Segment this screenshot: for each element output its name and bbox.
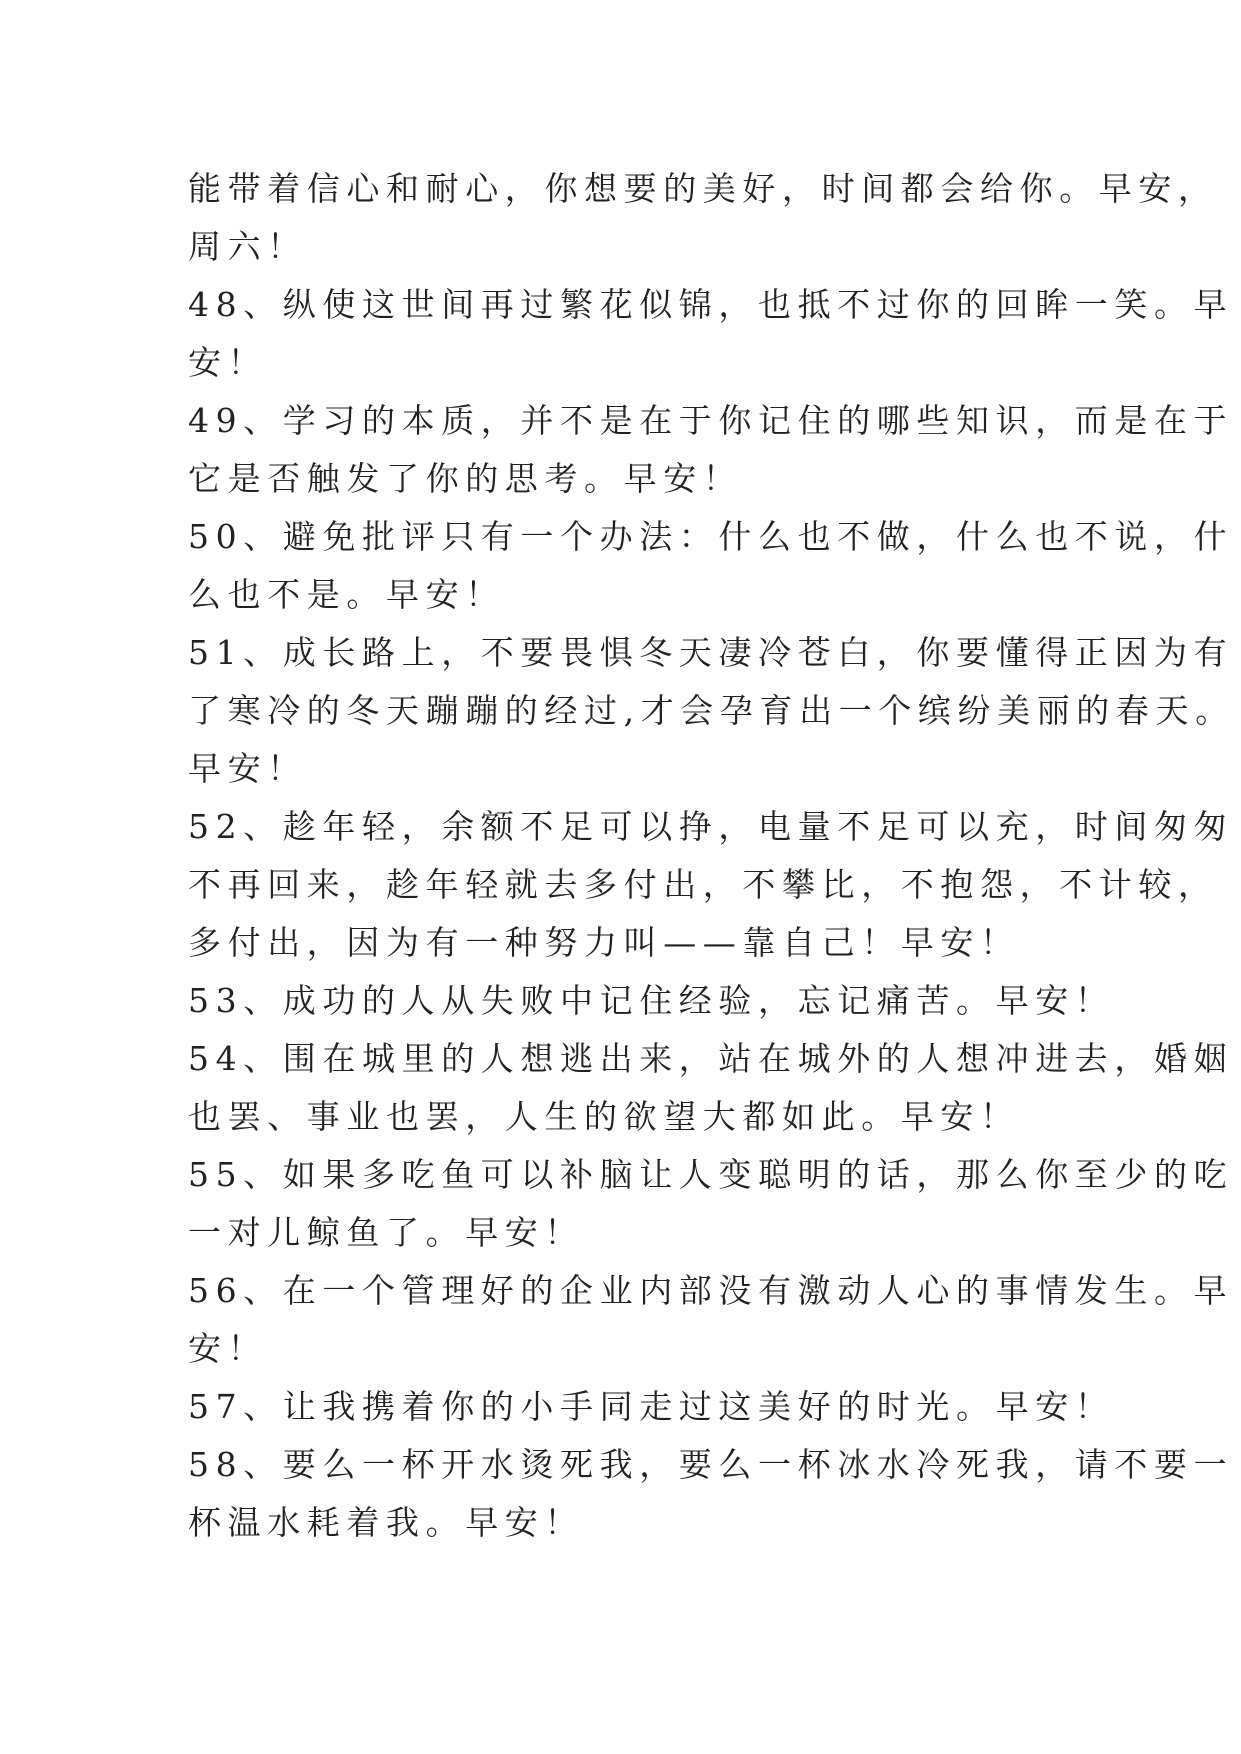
text-line: 么也不是。早安！ <box>188 575 505 614</box>
text-line: 一对儿鲸鱼了。早安！ <box>188 1213 584 1252</box>
text-line: 51、成长路上，不要畏惧冬天凄冷苍白，你要懂得正因为有 <box>188 633 1234 672</box>
text-line: 53、成功的人从失败中记住经验，忘记痛苦。早安！ <box>188 981 1115 1020</box>
text-line: 多付出，因为有一种努力叫——靠自己！早安！ <box>188 923 1020 962</box>
text-line: 早安！ <box>188 749 307 788</box>
text-line: 52、趁年轻，余额不足可以挣，电量不足可以充，时间匆匆 <box>188 807 1234 846</box>
text-line: 56、在一个管理好的企业内部没有激动人心的事情发生。早 <box>188 1271 1234 1310</box>
text-line: 55、如果多吃鱼可以补脑让人变聪明的话，那么你至少的吃 <box>188 1155 1234 1194</box>
text-line: 也罢、事业也罢，人生的欲望大都如此。早安！ <box>188 1097 1020 1136</box>
text-line: 了寒冷的冬天蹦蹦的经过,才会孕育出一个缤纷美丽的春天。 <box>188 691 1235 730</box>
text-line: 杯温水耗着我。早安！ <box>188 1503 584 1542</box>
text-line: 不再回来，趁年轻就去多付出，不攀比，不抱怨，不计较， <box>188 865 1218 904</box>
text-line: 54、围在城里的人想逃出来，站在城外的人想冲进去，婚姻 <box>188 1039 1234 1078</box>
text-line: 50、避免批评只有一个办法：什么也不做，什么也不说，什 <box>188 517 1234 556</box>
text-line: 58、要么一杯开水烫死我，要么一杯冰水冷死我，请不要一 <box>188 1445 1234 1484</box>
text-line: 周六！ <box>188 227 307 266</box>
text-line: 安！ <box>188 1329 268 1368</box>
text-line: 57、让我携着你的小手同走过这美好的时光。早安！ <box>188 1387 1115 1426</box>
text-line: 安！ <box>188 343 268 382</box>
text-line: 49、学习的本质，并不是在于你记住的哪些知识，而是在于 <box>188 401 1234 440</box>
document-body <box>188 160 1235 1552</box>
text-line: 它是否触发了你的思考。早安！ <box>188 459 743 498</box>
text-line: 48、纵使这世间再过繁花似锦，也抵不过你的回眸一笑。早 <box>188 285 1234 324</box>
text-line: 能带着信心和耐心，你想要的美好，时间都会给你。早安， <box>188 169 1218 208</box>
